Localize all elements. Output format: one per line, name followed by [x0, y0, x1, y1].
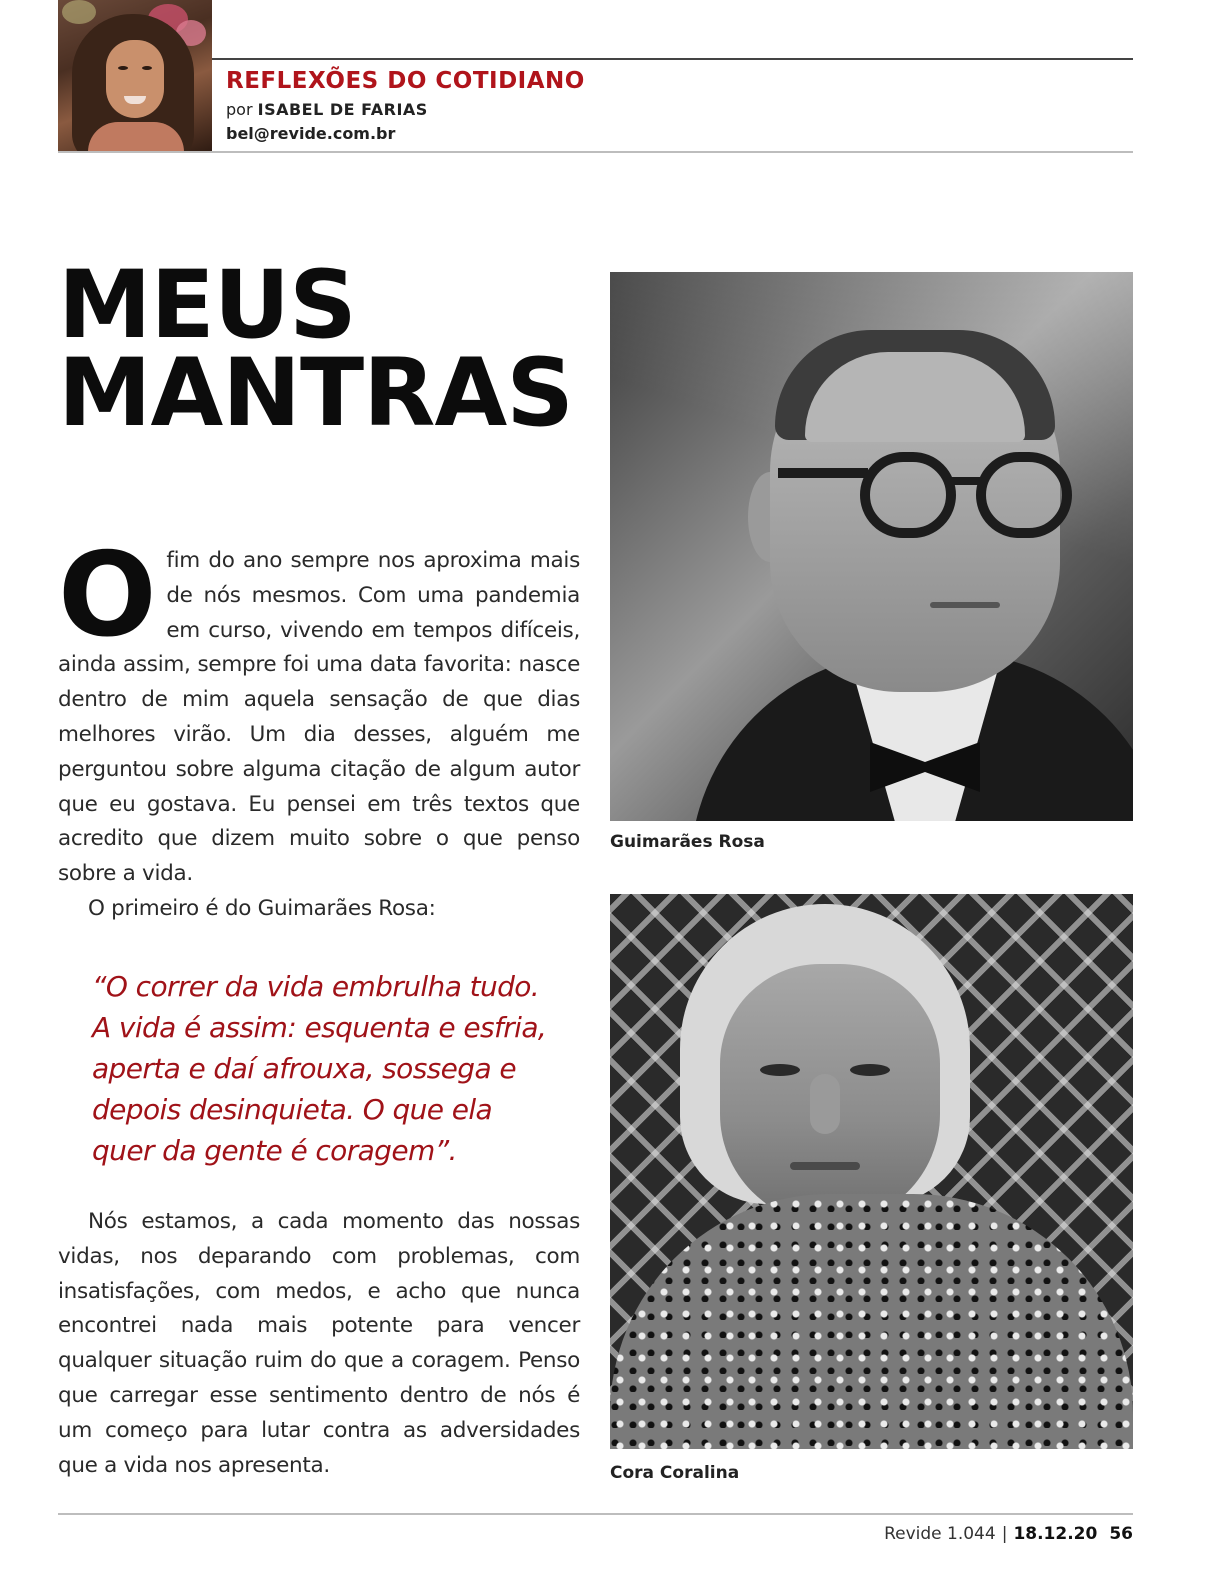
pull-quote [92, 966, 592, 1171]
drop-cap: O [58, 528, 157, 663]
article-paragraph-1 [58, 528, 580, 892]
avatar-face [106, 40, 164, 118]
photo-glasses-lens [860, 452, 956, 538]
photo-cora-coralina [610, 894, 1133, 1449]
article-paragraph-3: Nós estamos, a cada momento das nossas vidas, nos deparando com problemas, com insatisfações, com medos, e acho que nunca encontrei nada mais potente para vencer qualquer situação ruim do que a coragem. Penso que carregar esse sentimento dentro de nós é um começo para lutar contra as adversidades que a vida nos apresenta. [58, 1209, 580, 1478]
author-email: bel@revide.com.br [226, 124, 396, 143]
author-name: ISABEL DE FARIAS [257, 100, 428, 119]
paragraph-1-text: fim do ano sempre nos aproxima mais de nós mesmos. Com uma pandemia em curso, vivendo em tempos difíceis, ainda assim, sempre foi uma data favorita: nasce dentro de mim aquela sensação de que dias melhores virão. Um dia desses, alguém me perguntou sobre alguma citação de algum autor que eu gostava. Eu pensei em três textos que acredito que dizem muito sobre o que penso sobre a vida. [58, 548, 580, 887]
quote-line: “O correr da vida embrulha tudo. [92, 970, 540, 1003]
headline-line-1: MEUS [58, 251, 356, 360]
quote-line: aperta e daí afrouxa, sossega e [92, 1052, 516, 1085]
header-bottom-rule [58, 151, 1133, 153]
quote-line: A vida é assim: esquenta e esfria, [92, 1011, 547, 1044]
publication-issue: Revide 1.044 [884, 1524, 996, 1544]
avatar-clothing [88, 122, 184, 152]
quote-line: quer da gente é coragem”. [92, 1134, 457, 1167]
byline [226, 100, 428, 119]
page-number: 56 [1109, 1524, 1133, 1544]
photo-caption-cora: Cora Coralina [610, 1463, 740, 1483]
byline-prefix: por [226, 100, 253, 119]
author-photo [58, 0, 212, 152]
header-top-rule [212, 58, 1133, 60]
photo-eye [850, 1064, 890, 1076]
photo-glasses-arm [778, 468, 868, 478]
photo-guimaraes-rosa [610, 272, 1133, 821]
footer-separator: | [1001, 1524, 1008, 1544]
article-headline [58, 251, 618, 448]
avatar-flower-decoration [62, 0, 96, 24]
photo-caption-rosa: Guimarães Rosa [610, 832, 765, 852]
photo-nose [810, 1074, 840, 1134]
footer-rule [58, 1513, 1133, 1515]
photo-mouth [930, 602, 1000, 608]
page-footer [884, 1524, 1133, 1544]
article-paragraph-2: O primeiro é do Guimarães Rosa: [88, 896, 436, 921]
photo-glasses-lens [976, 452, 1072, 538]
headline-line-2: MANTRAS [58, 339, 573, 448]
column-title: REFLEXÕES DO COTIDIANO [226, 68, 585, 94]
photo-eye [760, 1064, 800, 1076]
avatar-eye [118, 66, 128, 70]
quote-line: depois desinquieta. O que ela [92, 1093, 493, 1126]
issue-date: 18.12.20 [1013, 1524, 1098, 1544]
photo-glasses-bridge [950, 477, 984, 485]
avatar-eye [142, 66, 152, 70]
photo-mouth [790, 1162, 860, 1170]
